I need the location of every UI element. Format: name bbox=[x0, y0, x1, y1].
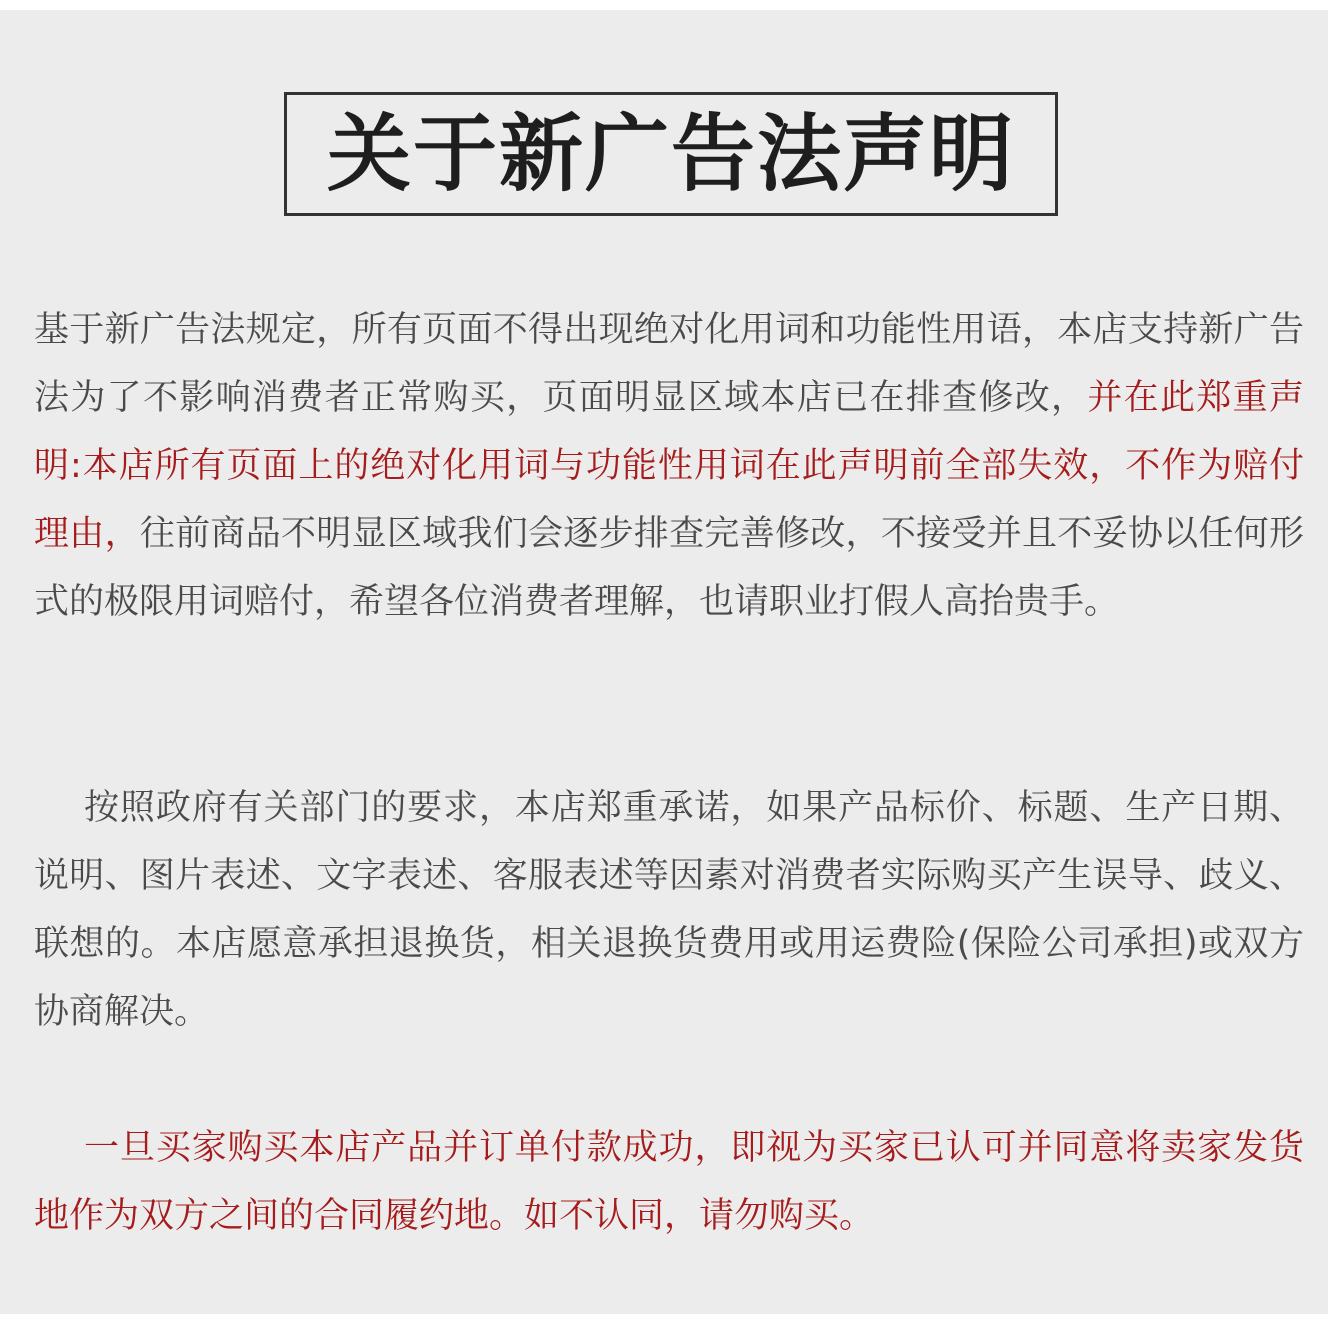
paragraph1-outro: 往前商品不明显区域我们会逐步排查完善修改，不接受并且不妥协以任何形式的极限用词赔付，希望各位消费者理解，也请职业打假人高抬贵手。 bbox=[34, 514, 1304, 622]
page-title: 关于新广告法声明 bbox=[326, 105, 1015, 203]
notice-page bbox=[0, 10, 1328, 1314]
paragraph-advertising-law bbox=[34, 296, 1304, 636]
title-box bbox=[284, 92, 1058, 216]
paragraph-contract-location: 一旦买家购买本店产品并订单付款成功，即视为买家已认可并同意将卖家发货地作为双方之间的合同履约地。如不认同，请勿购买。 bbox=[34, 1128, 1304, 1236]
paragraph1-intro: 基于新广告法规定，所有页面不得出现绝对化用词和功能性用语，本店支持新广告法为了不影响消费者正常购买，页面明显区域本店已在排查修改， bbox=[34, 310, 1304, 418]
paragraph-commitment: 按照政府有关部门的要求，本店郑重承诺，如果产品标价、标题、生产日期、说明、图片表述、文字表述、客服表述等因素对消费者实际购买产生误导、歧义、联想的。本店愿意承担退换货，相关退换货费用或用运费险(保险公司承担)或双方协商解决。 bbox=[34, 788, 1304, 1032]
paragraph1-highlight: 并在此郑重声明:本店所有页面上的绝对化用词与功能性用词在此声明前全部失效，不作为赔付理由， bbox=[34, 378, 1304, 554]
